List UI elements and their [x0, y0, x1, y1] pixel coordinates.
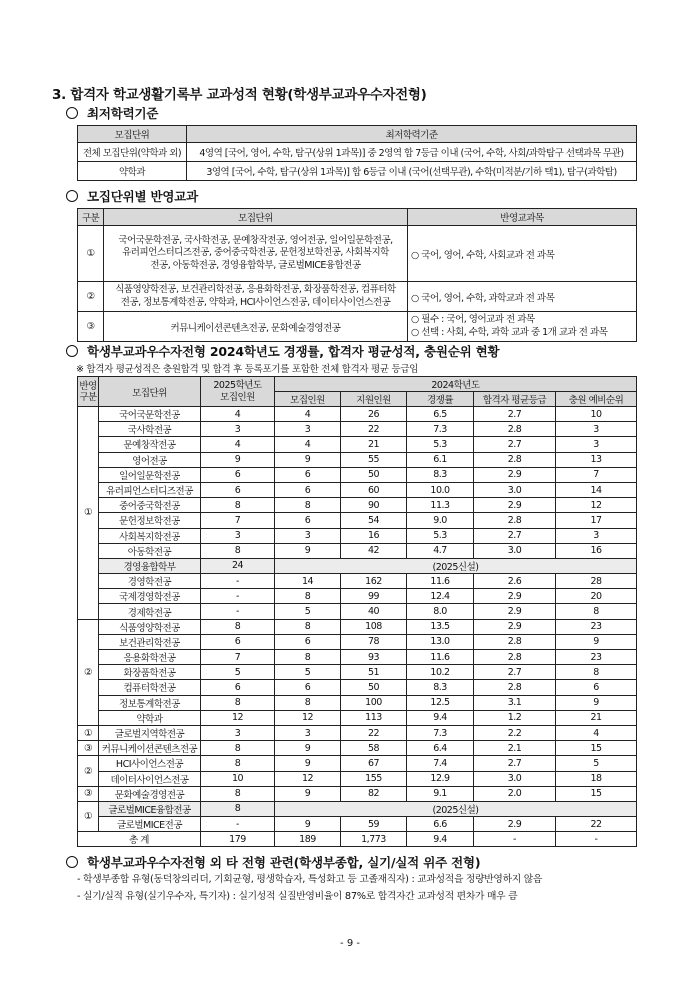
avg-grade-cell: 3.1: [474, 695, 556, 710]
avg-grade-cell: 2.7: [474, 756, 556, 771]
unit-cell: 사회복지학전공: [99, 528, 201, 543]
ratio-cell: 6.4: [407, 741, 474, 756]
waitlist-cell: 7: [556, 467, 637, 482]
new-program-cell: (2025신설): [275, 558, 637, 573]
ratio-cell: 8.3: [407, 680, 474, 695]
header-group: 구분: [78, 209, 104, 226]
quota-cell: 8: [275, 498, 341, 513]
subjects-table: [77, 208, 637, 342]
ratio-cell: 12.9: [407, 771, 474, 786]
avg-grade-cell: 2.8: [474, 680, 556, 695]
applicants-cell: 59: [341, 817, 407, 832]
ratio-cell: 7.4: [407, 756, 474, 771]
table-row: [78, 604, 637, 619]
table-row: [78, 771, 637, 786]
table-row: [78, 801, 637, 816]
ratio-cell: 13.0: [407, 634, 474, 649]
header-2025-quota: 2025학년도 모집인원: [201, 377, 275, 407]
total-cell: 179: [201, 832, 275, 847]
criteria-unit: 약학과: [78, 162, 187, 181]
waitlist-cell: 4: [556, 725, 637, 740]
quota-cell: 4: [275, 437, 341, 452]
quota-2025-cell: 3: [201, 422, 275, 437]
ratio-cell: 13.5: [407, 619, 474, 634]
total-cell: 1,773: [341, 832, 407, 847]
avg-grade-cell: 2.8: [474, 452, 556, 467]
table-row: [78, 482, 637, 497]
group-label: ③: [78, 786, 99, 801]
quota-cell: 8: [275, 695, 341, 710]
avg-grade-cell: 2.8: [474, 422, 556, 437]
criteria-text: 3영역 [국어, 수학, 탐구(상위 1과목)] 합 6등급 이내 (국어(선택무관), 수학(미적분/기하 택1), 탐구(과학탐): [187, 162, 637, 181]
ratio-cell: 4.7: [407, 543, 474, 558]
ratio-cell: 7.3: [407, 422, 474, 437]
quota-2025-cell: -: [201, 589, 275, 604]
quota-2025-cell: -: [201, 817, 275, 832]
group-label: ③: [78, 741, 99, 756]
applicants-cell: 26: [341, 407, 407, 422]
section-title-stats: 학생부교과우수자전형 2024학년도 경쟁률, 합격자 평균성적, 충원순위 현황: [66, 342, 499, 360]
avg-grade-cell: 2.2: [474, 725, 556, 740]
quota-2025-cell: 3: [201, 725, 275, 740]
applicants-cell: 51: [341, 665, 407, 680]
quota-2025-cell: 9: [201, 452, 275, 467]
table-row: [78, 634, 637, 649]
total-cell: 189: [275, 832, 341, 847]
header-criteria: 최저학력기준: [187, 126, 637, 143]
stats-note: ※ 합격자 평균성적은 충원합격 및 합격 후 등록포기를 포함한 전체 합격자 평균 등급임: [76, 364, 419, 375]
subject-list: ○ 국어, 영어, 수학, 사회교과 전 과목: [408, 226, 637, 282]
applicants-cell: 40: [341, 604, 407, 619]
quota-2025-cell: 8: [201, 543, 275, 558]
applicants-cell: 58: [341, 741, 407, 756]
header-applicants: 지원인원: [341, 392, 407, 407]
applicants-cell: 55: [341, 452, 407, 467]
ratio-cell: 9.1: [407, 786, 474, 801]
waitlist-cell: 20: [556, 589, 637, 604]
quota-2025-cell: -: [201, 604, 275, 619]
ratio-cell: 6.6: [407, 817, 474, 832]
waitlist-cell: 22: [556, 817, 637, 832]
applicants-cell: 60: [341, 482, 407, 497]
quota-2025-cell: -: [201, 574, 275, 589]
unit-cell: 응용화학전공: [99, 650, 201, 665]
unit-cell: 중어중국학전공: [99, 498, 201, 513]
unit-cell: 화장품학전공: [99, 665, 201, 680]
table-row: [78, 710, 637, 725]
avg-grade-cell: 1.2: [474, 710, 556, 725]
ratio-cell: 8.0: [407, 604, 474, 619]
quota-cell: 3: [275, 528, 341, 543]
avg-grade-cell: 2.9: [474, 619, 556, 634]
applicants-cell: 42: [341, 543, 407, 558]
quota-cell: 6: [275, 634, 341, 649]
unit-cell: 경영융합학부: [99, 558, 201, 573]
subject-list: ○ 국어, 영어, 수학, 과학교과 전 과목: [408, 282, 637, 312]
waitlist-cell: 23: [556, 650, 637, 665]
group-label: ②: [78, 756, 99, 786]
unit-cell: 일어일문학전공: [99, 467, 201, 482]
waitlist-cell: 5: [556, 756, 637, 771]
quota-cell: 9: [275, 543, 341, 558]
circle-bullet-icon: [66, 345, 78, 357]
quota-2025-cell: 8: [201, 801, 275, 816]
unit-cell: 경영학전공: [99, 574, 201, 589]
applicants-cell: 54: [341, 513, 407, 528]
bullet-item: - 실기/실적 유형(실기우수자, 특기자) : 실기성적 실질반영비율이 87%로 합격자간 교과성적 편차가 매우 큼: [77, 891, 518, 902]
header-unit: 모집단위: [78, 126, 187, 143]
quota-cell: 8: [275, 650, 341, 665]
avg-grade-cell: 2.9: [474, 589, 556, 604]
quota-2025-cell: 6: [201, 680, 275, 695]
criteria-unit: 전체 모집단위(약학과 외): [78, 143, 187, 162]
table-row: [78, 725, 637, 740]
table-row: [78, 786, 637, 801]
unit-cell: 보건관리학전공: [99, 634, 201, 649]
unit-cell: 글로벌MICE전공: [99, 817, 201, 832]
criteria-text: 4영역 [국어, 영어, 수학, 탐구(상위 1과목)] 중 2영역 합 7등급 이내 (국어, 수학, 사회/과학탐구 선택과목 무관): [187, 143, 637, 162]
ratio-cell: 11.6: [407, 574, 474, 589]
quota-2025-cell: 8: [201, 498, 275, 513]
ratio-cell: 6.1: [407, 452, 474, 467]
quota-cell: 12: [275, 771, 341, 786]
quota-cell: 5: [275, 604, 341, 619]
page-heading: 3. 합격자 학교생활기록부 교과성적 현황(학생부교과우수자전형): [52, 87, 427, 103]
ratio-cell: 12.5: [407, 695, 474, 710]
unit-cell: 식품영양학전공: [99, 619, 201, 634]
waitlist-cell: 3: [556, 422, 637, 437]
applicants-cell: 67: [341, 756, 407, 771]
quota-2025-cell: 8: [201, 786, 275, 801]
applicants-cell: 113: [341, 710, 407, 725]
quota-cell: 12: [275, 710, 341, 725]
avg-grade-cell: 2.9: [474, 467, 556, 482]
table-row: [78, 695, 637, 710]
waitlist-cell: 9: [556, 634, 637, 649]
min-criteria-table: [77, 125, 637, 181]
quota-2025-cell: 8: [201, 741, 275, 756]
unit-cell: 문헌정보학전공: [99, 513, 201, 528]
section-title-other: 학생부교과우수자전형 외 타 전형 관련(학생부종합, 실기/실적 위주 전형): [66, 853, 480, 871]
total-cell: -: [556, 832, 637, 847]
group-label: ①: [78, 801, 99, 831]
header-group: 반영 구분: [78, 377, 99, 407]
ratio-cell: 10.0: [407, 482, 474, 497]
avg-grade-cell: 2.0: [474, 786, 556, 801]
unit-cell: 국어국문학전공: [99, 407, 201, 422]
applicants-cell: 21: [341, 437, 407, 452]
total-cell: 9.4: [407, 832, 474, 847]
unit-cell: 유러피언스터디즈전공: [99, 482, 201, 497]
applicants-cell: 93: [341, 650, 407, 665]
new-program-cell: (2025신설): [275, 801, 637, 816]
unit-list: 식품영양학전공, 보건관리학전공, 응용화학전공, 화장품학전공, 컴퓨터학전공, 정보통계학전공, 약학과, HCI사이언스전공, 데이터사이언스전공: [104, 282, 408, 312]
header-waitlist: 충원 예비순위: [556, 392, 637, 407]
quota-2025-cell: 12: [201, 710, 275, 725]
quota-cell: 3: [275, 725, 341, 740]
unit-cell: 문예창작전공: [99, 437, 201, 452]
group-label: ②: [78, 282, 104, 312]
table-row: [78, 574, 637, 589]
table-row: [78, 467, 637, 482]
quota-cell: 4: [275, 407, 341, 422]
ratio-cell: 9.0: [407, 513, 474, 528]
circle-bullet-icon: [66, 856, 78, 868]
quota-cell: 9: [275, 741, 341, 756]
table-row: [78, 619, 637, 634]
quota-2025-cell: 5: [201, 665, 275, 680]
quota-cell: 5: [275, 665, 341, 680]
quota-cell: 9: [275, 452, 341, 467]
quota-cell: 6: [275, 513, 341, 528]
table-row: [78, 437, 637, 452]
waitlist-cell: 28: [556, 574, 637, 589]
group-label: ①: [78, 407, 99, 620]
unit-list: 국어국문학전공, 국사학전공, 문예창작전공, 영어전공, 일어일문학전공, 유러피언스터디즈전공, 중어중국학전공, 문헌정보학전공, 사회복지학전공, 아동학전공, 경영융합학부, 글로벌MICE융합전공: [104, 226, 408, 282]
applicants-cell: 90: [341, 498, 407, 513]
table-row: [78, 665, 637, 680]
table-row: [78, 680, 637, 695]
waitlist-cell: 17: [556, 513, 637, 528]
unit-cell: 국사학전공: [99, 422, 201, 437]
avg-grade-cell: 2.6: [474, 574, 556, 589]
avg-grade-cell: 2.8: [474, 634, 556, 649]
quota-2025-cell: 7: [201, 650, 275, 665]
header-2024: 2024학년도: [275, 377, 637, 392]
waitlist-cell: 3: [556, 528, 637, 543]
unit-cell: 커뮤니케이션콘텐츠전공: [99, 741, 201, 756]
quota-cell: 9: [275, 786, 341, 801]
table-row: [78, 756, 637, 771]
applicants-cell: 82: [341, 786, 407, 801]
waitlist-cell: 8: [556, 665, 637, 680]
quota-cell: 3: [275, 422, 341, 437]
table-row: [78, 589, 637, 604]
waitlist-cell: 10: [556, 407, 637, 422]
unit-cell: 아동학전공: [99, 543, 201, 558]
quota-2025-cell: 10: [201, 771, 275, 786]
quota-2025-cell: 24: [201, 558, 275, 573]
stats-table: [77, 376, 637, 847]
avg-grade-cell: 2.8: [474, 650, 556, 665]
quota-cell: 6: [275, 467, 341, 482]
applicants-cell: 108: [341, 619, 407, 634]
table-row: [78, 452, 637, 467]
unit-cell: 경제학전공: [99, 604, 201, 619]
unit-cell: 컴퓨터학전공: [99, 680, 201, 695]
circle-bullet-icon: [66, 190, 78, 202]
table-row: [78, 817, 637, 832]
avg-grade-cell: 2.9: [474, 498, 556, 513]
applicants-cell: 162: [341, 574, 407, 589]
applicants-cell: 78: [341, 634, 407, 649]
waitlist-cell: 21: [556, 710, 637, 725]
avg-grade-cell: 2.7: [474, 528, 556, 543]
waitlist-cell: 15: [556, 786, 637, 801]
waitlist-cell: 3: [556, 437, 637, 452]
table-row: [78, 513, 637, 528]
avg-grade-cell: 2.9: [474, 604, 556, 619]
ratio-cell: 11.3: [407, 498, 474, 513]
header-quota: 모집인원: [275, 392, 341, 407]
ratio-cell: 9.4: [407, 710, 474, 725]
header-avg-grade: 합격자 평균등급: [474, 392, 556, 407]
ratio-cell: 5.3: [407, 437, 474, 452]
avg-grade-cell: 2.7: [474, 407, 556, 422]
unit-cell: 정보통계학전공: [99, 695, 201, 710]
quota-2025-cell: 8: [201, 695, 275, 710]
group-label: ③: [78, 312, 104, 342]
waitlist-cell: 18: [556, 771, 637, 786]
quota-2025-cell: 6: [201, 482, 275, 497]
waitlist-cell: 23: [556, 619, 637, 634]
quota-2025-cell: 8: [201, 756, 275, 771]
waitlist-cell: 9: [556, 695, 637, 710]
header-unit: 모집단위: [99, 377, 201, 407]
avg-grade-cell: 2.8: [474, 513, 556, 528]
table-row: [78, 422, 637, 437]
table-row: [78, 528, 637, 543]
table-row: [78, 543, 637, 558]
table-row: [78, 741, 637, 756]
applicants-cell: 155: [341, 771, 407, 786]
avg-grade-cell: 2.7: [474, 665, 556, 680]
total-row: [78, 832, 637, 847]
bullet-item: - 학생부종합 유형(동덕창의리더, 기회균형, 평생학습자, 특성화고 등 고졸재직자) : 교과성적을 정량반영하지 않음: [77, 874, 543, 885]
circle-bullet-icon: [66, 107, 78, 119]
table-row: [78, 650, 637, 665]
quota-cell: 6: [275, 482, 341, 497]
waitlist-cell: 14: [556, 482, 637, 497]
avg-grade-cell: 3.0: [474, 482, 556, 497]
table-row: [78, 498, 637, 513]
page-number: - 9 -: [340, 938, 360, 949]
group-label: ②: [78, 619, 99, 725]
ratio-cell: 8.3: [407, 467, 474, 482]
applicants-cell: 50: [341, 467, 407, 482]
table-row: [78, 407, 637, 422]
waitlist-cell: 6: [556, 680, 637, 695]
quota-cell: 8: [275, 619, 341, 634]
group-label: ①: [78, 725, 99, 740]
quota-2025-cell: 6: [201, 467, 275, 482]
subject-list: ○ 필수 : 국어, 영어교과 전 과목 ○ 선택 : 사회, 수학, 과학 교과 중 1개 교과 전 과목: [408, 312, 637, 342]
waitlist-cell: 13: [556, 452, 637, 467]
ratio-cell: 12.4: [407, 589, 474, 604]
avg-grade-cell: 3.0: [474, 771, 556, 786]
ratio-cell: 10.2: [407, 665, 474, 680]
waitlist-cell: 15: [556, 741, 637, 756]
unit-cell: HCI사이언스전공: [99, 756, 201, 771]
header-unit: 모집단위: [104, 209, 408, 226]
quota-cell: 9: [275, 817, 341, 832]
applicants-cell: 100: [341, 695, 407, 710]
ratio-cell: 6.5: [407, 407, 474, 422]
quota-2025-cell: 6: [201, 634, 275, 649]
total-label: 총 계: [78, 832, 201, 847]
header-ratio: 경쟁률: [407, 392, 474, 407]
table-row: [78, 558, 637, 573]
applicants-cell: 22: [341, 422, 407, 437]
unit-list: 커뮤니케이션콘텐츠전공, 문화예술경영전공: [104, 312, 408, 342]
waitlist-cell: 8: [556, 604, 637, 619]
applicants-cell: 99: [341, 589, 407, 604]
waitlist-cell: 12: [556, 498, 637, 513]
quota-2025-cell: 3: [201, 528, 275, 543]
quota-2025-cell: 4: [201, 437, 275, 452]
section-title-min-criteria: 최저학력기준: [66, 104, 158, 122]
quota-cell: 9: [275, 756, 341, 771]
quota-2025-cell: 7: [201, 513, 275, 528]
unit-cell: 영어전공: [99, 452, 201, 467]
quota-2025-cell: 4: [201, 407, 275, 422]
applicants-cell: 16: [341, 528, 407, 543]
applicants-cell: 50: [341, 680, 407, 695]
group-label: ①: [78, 226, 104, 282]
avg-grade-cell: 3.0: [474, 543, 556, 558]
quota-2025-cell: 8: [201, 619, 275, 634]
unit-cell: 데이터사이언스전공: [99, 771, 201, 786]
unit-cell: 약학과: [99, 710, 201, 725]
unit-cell: 글로벌MICE융합전공: [99, 801, 201, 816]
ratio-cell: 11.6: [407, 650, 474, 665]
waitlist-cell: 16: [556, 543, 637, 558]
ratio-cell: 5.3: [407, 528, 474, 543]
section-title-subjects: 모집단위별 반영교과: [66, 187, 198, 205]
total-cell: -: [474, 832, 556, 847]
unit-cell: 글로벌지역학전공: [99, 725, 201, 740]
unit-cell: 문화예술경영전공: [99, 786, 201, 801]
quota-cell: 6: [275, 680, 341, 695]
quota-cell: 8: [275, 589, 341, 604]
quota-cell: 14: [275, 574, 341, 589]
avg-grade-cell: 2.7: [474, 437, 556, 452]
unit-cell: 국제경영학전공: [99, 589, 201, 604]
applicants-cell: 22: [341, 725, 407, 740]
avg-grade-cell: 2.1: [474, 741, 556, 756]
header-subjects: 반영교과목: [408, 209, 637, 226]
ratio-cell: 7.3: [407, 725, 474, 740]
avg-grade-cell: 2.9: [474, 817, 556, 832]
